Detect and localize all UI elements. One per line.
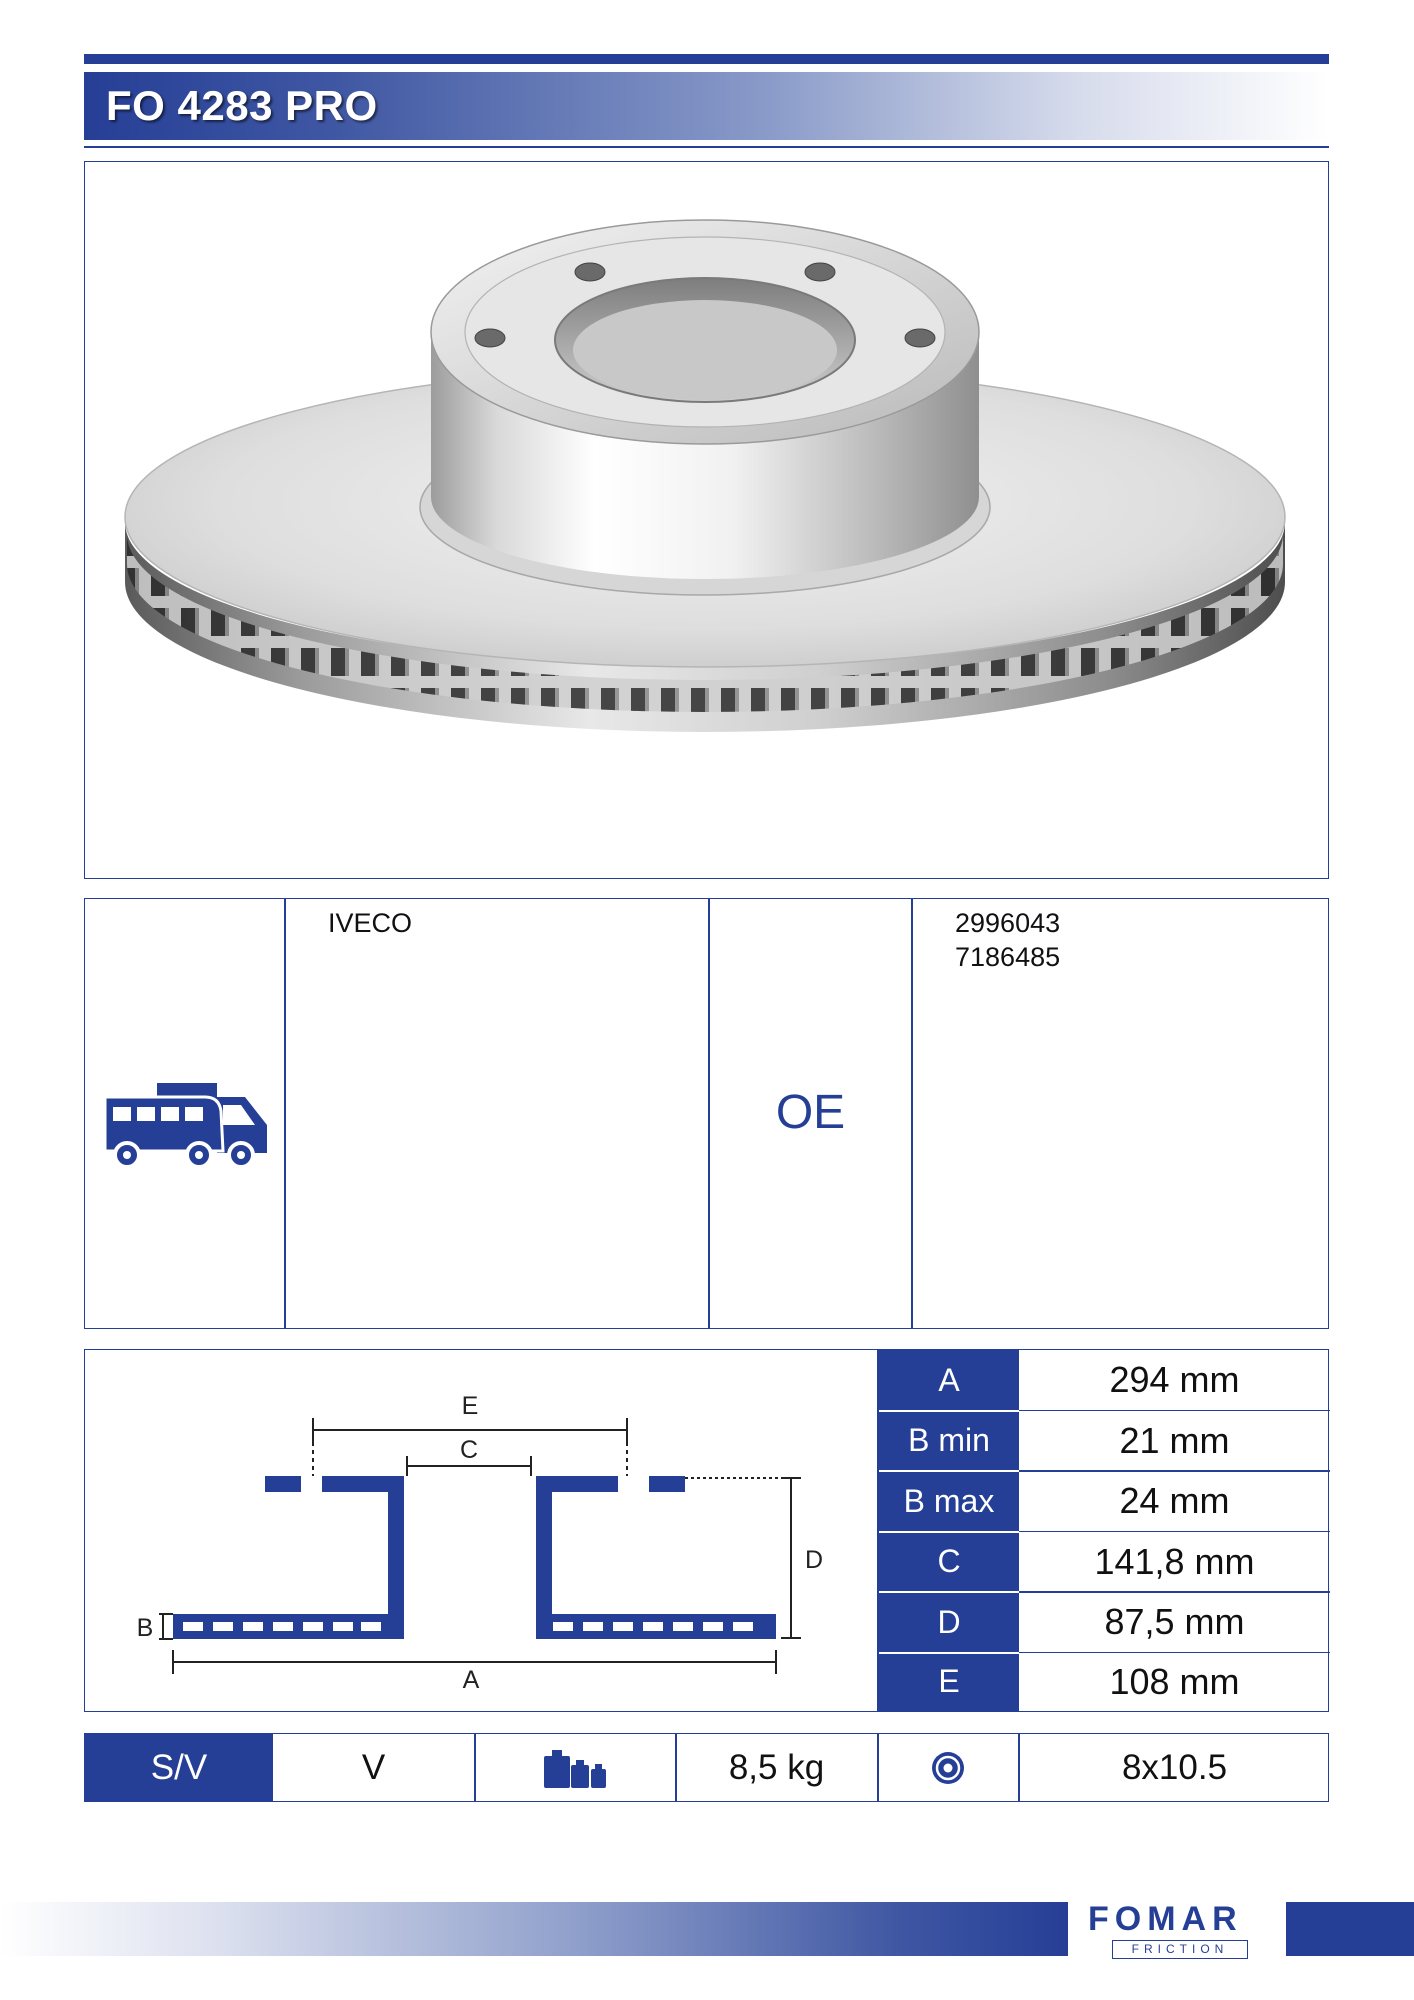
sv-value: V <box>361 1747 386 1787</box>
brand-sublogo-box <box>1112 1940 1248 1959</box>
diagram-label-c: C <box>459 1436 479 1464</box>
diagram-label-e: E <box>461 1392 479 1420</box>
weight-value: 8,5 kg <box>728 1747 825 1787</box>
brake-disc-image-panel <box>84 161 1329 879</box>
footer-gradient-bar <box>0 1902 1068 1956</box>
title-underline <box>84 146 1329 148</box>
footer-right-block <box>1286 1902 1414 1956</box>
dimension-value: 108 mm <box>1109 1660 1240 1702</box>
bolt-circle-icon <box>878 1734 1018 1801</box>
header-top-rule <box>84 54 1329 64</box>
bolt-pattern-value: 8x10.5 <box>1121 1747 1228 1787</box>
diagram-label-d: D <box>804 1546 824 1574</box>
dimension-value: 21 mm <box>1119 1419 1230 1461</box>
dimension-value: 87,5 mm <box>1104 1601 1245 1643</box>
dimension-label: D <box>879 1592 1019 1653</box>
dimension-value: 24 mm <box>1119 1480 1230 1522</box>
product-title: FO 4283 PRO <box>106 82 378 129</box>
oe-number: 7186485 <box>955 942 1061 972</box>
sv-label: S/V <box>85 1734 273 1801</box>
dimension-separators <box>879 1350 1330 1711</box>
dimension-label: C <box>879 1532 1019 1593</box>
dimension-label: A <box>879 1350 1019 1411</box>
oe-label: OE <box>775 1086 846 1139</box>
dimension-value: 141,8 mm <box>1094 1540 1255 1582</box>
oe-number: 2996043 <box>955 908 1061 938</box>
dimension-label: B min <box>879 1411 1019 1472</box>
brand-sublogo: FRICTION <box>1131 1942 1229 1956</box>
application-panel <box>84 898 1329 1329</box>
disc-cross-section-diagram <box>136 1370 875 1700</box>
diagram-label-b: B <box>136 1614 154 1642</box>
column-divider <box>284 899 286 1328</box>
dimensions-panel <box>84 1349 1329 1712</box>
dimension-value: 294 mm <box>1109 1359 1240 1401</box>
spec-strip <box>84 1733 1329 1802</box>
weights-icon <box>475 1734 675 1801</box>
dimension-label: E <box>879 1653 1019 1711</box>
diagram-label-a: A <box>462 1666 480 1694</box>
bus-truck-icon <box>101 1075 271 1171</box>
brand-logo: FOMAR <box>1088 1900 1243 1938</box>
dimension-label: B max <box>879 1471 1019 1532</box>
brake-disc-illustration <box>85 162 1327 877</box>
vehicle-make: IVECO <box>328 908 413 938</box>
title-bar <box>84 72 1329 140</box>
